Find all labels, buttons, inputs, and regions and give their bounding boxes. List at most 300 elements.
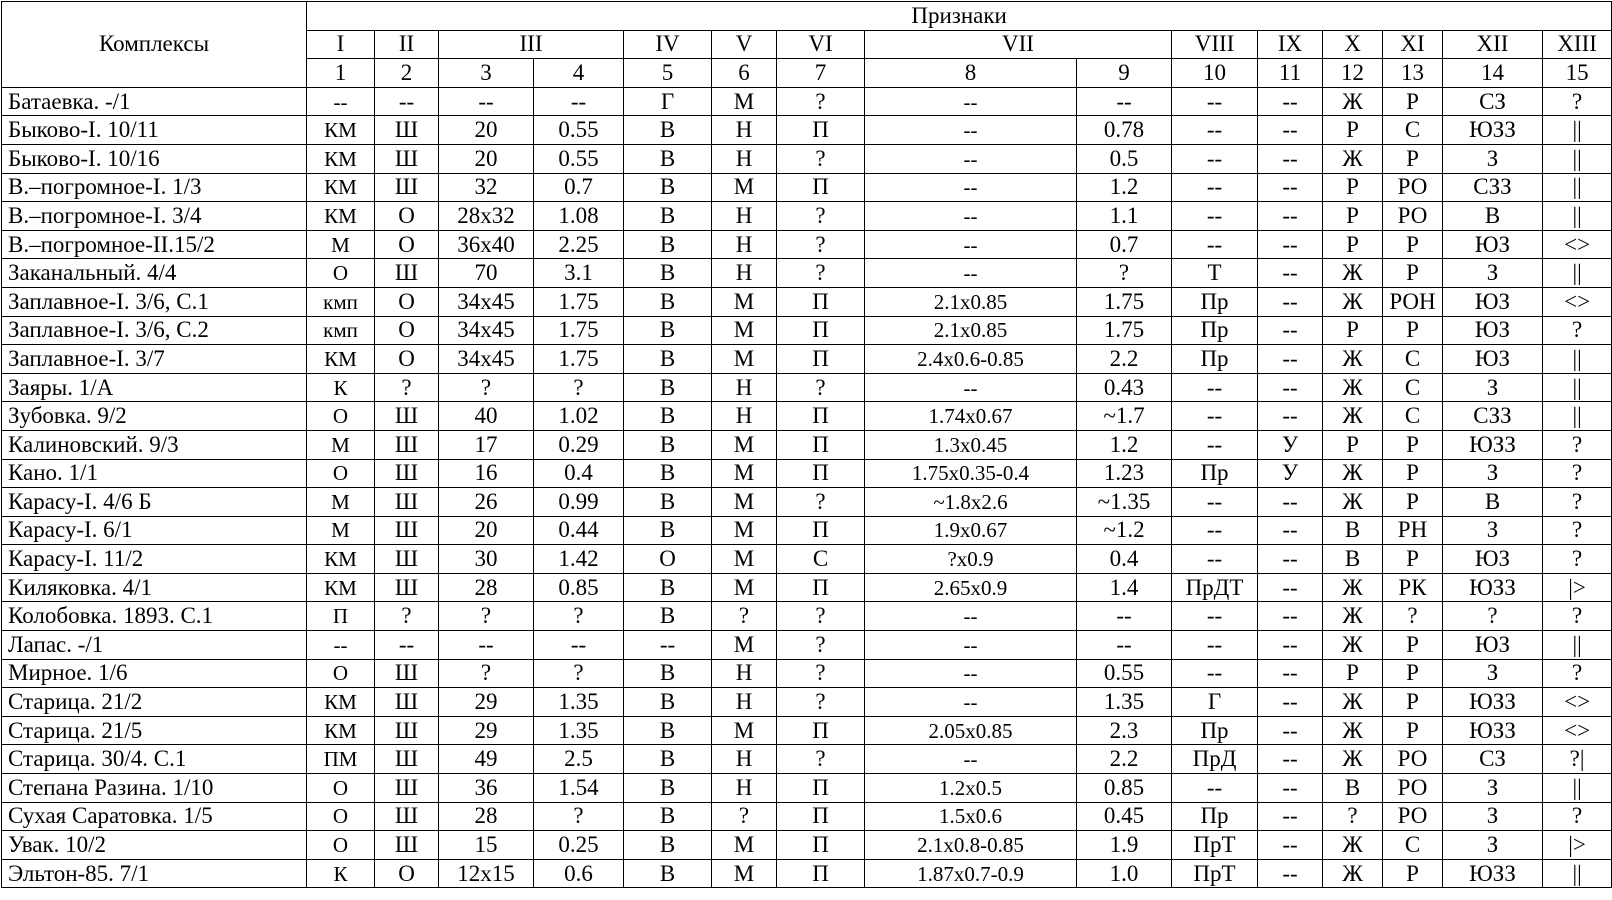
table-row [2, 87, 1612, 116]
complex-name-cell: Заплавное-I. 3/7 [2, 345, 307, 374]
feature-cell-5: В [624, 831, 712, 860]
feature-cell-15: ? [1543, 316, 1612, 345]
table-row [2, 631, 1612, 660]
table-row [2, 459, 1612, 488]
complex-name-cell: Быково-I. 10/16 [2, 144, 307, 173]
feature-cell-6: М [712, 831, 777, 860]
complex-name-cell: Зубовка. 9/2 [2, 402, 307, 431]
feature-cell-5: В [624, 116, 712, 145]
feature-cell-13: Р [1383, 545, 1443, 574]
feature-cell-12: Р [1323, 230, 1383, 259]
feature-cell-7: ? [777, 659, 865, 688]
feature-cell-8: -- [865, 745, 1077, 774]
feature-cell-11: -- [1258, 202, 1323, 231]
feature-cell-12: Ж [1323, 745, 1383, 774]
feature-cell-3: 34x45 [439, 316, 534, 345]
feature-cell-7: П [777, 774, 865, 803]
column-number: 13 [1383, 59, 1443, 88]
feature-cell-15: |> [1543, 831, 1612, 860]
feature-cell-3: -- [439, 87, 534, 116]
feature-cell-11: -- [1258, 716, 1323, 745]
group-header: XIII [1543, 30, 1612, 59]
feature-cell-6: Н [712, 688, 777, 717]
feature-cell-6: М [712, 430, 777, 459]
feature-cell-11: -- [1258, 573, 1323, 602]
group-header: XII [1443, 30, 1543, 59]
feature-cell-15: ? [1543, 602, 1612, 631]
feature-cell-1: П [307, 602, 375, 631]
feature-cell-3: 17 [439, 430, 534, 459]
feature-cell-6: М [712, 87, 777, 116]
feature-cell-10: ПрД [1172, 745, 1258, 774]
feature-cell-7: П [777, 859, 865, 888]
complex-name-cell: В.–погромное-I. 1/3 [2, 173, 307, 202]
feature-cell-8: 2.05x0.85 [865, 716, 1077, 745]
feature-cell-9: 1.35 [1077, 688, 1172, 717]
feature-cell-2: Ш [375, 802, 439, 831]
feature-cell-12: Ж [1323, 573, 1383, 602]
feature-cell-15: ? [1543, 545, 1612, 574]
feature-cell-6: Н [712, 373, 777, 402]
feature-cell-15: ? [1543, 87, 1612, 116]
feature-cell-8: -- [865, 688, 1077, 717]
feature-cell-6: Н [712, 259, 777, 288]
feature-cell-7: ? [777, 87, 865, 116]
feature-cell-1: -- [307, 631, 375, 660]
feature-cell-12: Р [1323, 116, 1383, 145]
feature-cell-12: Ж [1323, 345, 1383, 374]
feature-cell-6: М [712, 573, 777, 602]
feature-cell-8: ?x0.9 [865, 545, 1077, 574]
feature-cell-11: -- [1258, 802, 1323, 831]
feature-cell-13: Р [1383, 316, 1443, 345]
feature-cell-2: -- [375, 87, 439, 116]
feature-cell-8: -- [865, 230, 1077, 259]
feature-cell-15: ?| [1543, 745, 1612, 774]
feature-cell-1: О [307, 659, 375, 688]
feature-cell-11: -- [1258, 316, 1323, 345]
feature-cell-5: В [624, 345, 712, 374]
feature-cell-9: 1.75 [1077, 316, 1172, 345]
feature-cell-4: 3.1 [534, 259, 624, 288]
feature-cell-10: Г [1172, 688, 1258, 717]
feature-cell-6: Н [712, 745, 777, 774]
feature-cell-1: КМ [307, 573, 375, 602]
feature-cell-2: Ш [375, 716, 439, 745]
column-number: 15 [1543, 59, 1612, 88]
feature-cell-8: 2.65x0.9 [865, 573, 1077, 602]
feature-cell-6: М [712, 459, 777, 488]
feature-cell-6: Н [712, 774, 777, 803]
feature-cell-12: Ж [1323, 602, 1383, 631]
feature-cell-8: -- [865, 87, 1077, 116]
feature-cell-1: -- [307, 87, 375, 116]
feature-cell-11: -- [1258, 774, 1323, 803]
feature-cell-1: КМ [307, 144, 375, 173]
feature-cell-11: -- [1258, 631, 1323, 660]
feature-cell-7: П [777, 516, 865, 545]
table-row [2, 173, 1612, 202]
feature-cell-9: 0.5 [1077, 144, 1172, 173]
feature-cell-6: Н [712, 202, 777, 231]
feature-cell-3: 29 [439, 688, 534, 717]
feature-cell-4: 0.55 [534, 144, 624, 173]
feature-cell-6: ? [712, 602, 777, 631]
feature-cell-10: -- [1172, 230, 1258, 259]
feature-cell-3: 36 [439, 774, 534, 803]
group-header: IV [624, 30, 712, 59]
feature-cell-10: -- [1172, 488, 1258, 517]
feature-cell-15: ? [1543, 802, 1612, 831]
feature-cell-14: З [1443, 831, 1543, 860]
feature-cell-7: П [777, 402, 865, 431]
feature-cell-11: -- [1258, 745, 1323, 774]
feature-cell-11: -- [1258, 688, 1323, 717]
feature-cell-8: 2.1x0.85 [865, 287, 1077, 316]
feature-cell-3: 30 [439, 545, 534, 574]
feature-cell-9: 1.75 [1077, 287, 1172, 316]
table-row [2, 373, 1612, 402]
feature-cell-11: -- [1258, 373, 1323, 402]
feature-cell-3: 12x15 [439, 859, 534, 888]
feature-cell-14: ЮЗЗ [1443, 688, 1543, 717]
feature-cell-11: -- [1258, 144, 1323, 173]
feature-cell-9: 0.43 [1077, 373, 1172, 402]
features-header: Признаки [307, 2, 1612, 31]
feature-cell-12: Ж [1323, 373, 1383, 402]
feature-cell-13: С [1383, 402, 1443, 431]
feature-cell-14: В [1443, 202, 1543, 231]
feature-cell-12: Р [1323, 316, 1383, 345]
header-row-top [2, 2, 1612, 31]
feature-cell-12: В [1323, 516, 1383, 545]
feature-cell-3: ? [439, 373, 534, 402]
table-row [2, 602, 1612, 631]
feature-cell-14: ЮЗ [1443, 345, 1543, 374]
table-row [2, 144, 1612, 173]
group-header: III [439, 30, 624, 59]
feature-cell-3: 34x45 [439, 345, 534, 374]
complex-name-cell: Старица. 21/2 [2, 688, 307, 717]
feature-cell-5: В [624, 488, 712, 517]
feature-cell-8: -- [865, 373, 1077, 402]
table-row [2, 659, 1612, 688]
feature-cell-6: Н [712, 659, 777, 688]
feature-cell-4: 1.54 [534, 774, 624, 803]
feature-cell-6: М [712, 316, 777, 345]
table-row [2, 716, 1612, 745]
feature-cell-2: Ш [375, 659, 439, 688]
feature-cell-8: 1.9x0.67 [865, 516, 1077, 545]
complex-name-cell: Карасу-I. 6/1 [2, 516, 307, 545]
feature-cell-12: Р [1323, 173, 1383, 202]
feature-cell-6: М [712, 516, 777, 545]
feature-cell-13: Р [1383, 659, 1443, 688]
feature-cell-4: 0.55 [534, 116, 624, 145]
feature-cell-9: 1.2 [1077, 173, 1172, 202]
feature-cell-9: 0.4 [1077, 545, 1172, 574]
feature-cell-3: 28 [439, 573, 534, 602]
complex-name-cell: Старица. 30/4. С.1 [2, 745, 307, 774]
feature-cell-1: К [307, 373, 375, 402]
feature-cell-13: Р [1383, 459, 1443, 488]
feature-cell-4: 1.35 [534, 688, 624, 717]
table-row [2, 774, 1612, 803]
feature-cell-13: Р [1383, 430, 1443, 459]
feature-cell-12: Ж [1323, 287, 1383, 316]
feature-cell-4: ? [534, 373, 624, 402]
feature-cell-14: ЮЗ [1443, 545, 1543, 574]
feature-cell-7: П [777, 316, 865, 345]
feature-cell-15: ? [1543, 488, 1612, 517]
group-header: VI [777, 30, 865, 59]
feature-cell-1: М [307, 230, 375, 259]
feature-cell-15: ? [1543, 459, 1612, 488]
feature-cell-9: 1.2 [1077, 430, 1172, 459]
feature-cell-13: С [1383, 373, 1443, 402]
feature-cell-1: КМ [307, 345, 375, 374]
feature-cell-2: Ш [375, 402, 439, 431]
feature-cell-2: О [375, 859, 439, 888]
feature-cell-11: -- [1258, 659, 1323, 688]
feature-cell-13: Р [1383, 144, 1443, 173]
feature-cell-13: С [1383, 831, 1443, 860]
feature-cell-10: Пр [1172, 459, 1258, 488]
feature-cell-14: СЗ [1443, 87, 1543, 116]
feature-cell-5: В [624, 859, 712, 888]
feature-cell-7: ? [777, 144, 865, 173]
feature-cell-1: М [307, 488, 375, 517]
feature-cell-10: -- [1172, 631, 1258, 660]
complex-name-cell: Быково-I. 10/11 [2, 116, 307, 145]
feature-cell-2: Ш [375, 488, 439, 517]
feature-cell-5: В [624, 774, 712, 803]
column-number: 11 [1258, 59, 1323, 88]
feature-cell-14: ЮЗЗ [1443, 859, 1543, 888]
feature-cell-13: РН [1383, 516, 1443, 545]
feature-cell-15: ? [1543, 430, 1612, 459]
feature-cell-2: О [375, 202, 439, 231]
feature-cell-11: У [1258, 459, 1323, 488]
table-row [2, 402, 1612, 431]
feature-cell-2: ? [375, 602, 439, 631]
feature-cell-4: 0.6 [534, 859, 624, 888]
feature-cell-9: 1.1 [1077, 202, 1172, 231]
feature-cell-9: -- [1077, 87, 1172, 116]
feature-cell-4: ? [534, 802, 624, 831]
feature-cell-9: -- [1077, 602, 1172, 631]
feature-cell-2: Ш [375, 459, 439, 488]
feature-cell-15: <> [1543, 287, 1612, 316]
feature-cell-13: РО [1383, 173, 1443, 202]
feature-cell-14: В [1443, 488, 1543, 517]
feature-cell-7: П [777, 459, 865, 488]
feature-cell-1: кмп [307, 316, 375, 345]
feature-cell-14: СЗЗ [1443, 173, 1543, 202]
complex-name-cell: Карасу-I. 4/6 Б [2, 488, 307, 517]
feature-cell-2: Ш [375, 173, 439, 202]
feature-cell-6: Н [712, 230, 777, 259]
feature-cell-10: -- [1172, 144, 1258, 173]
feature-cell-14: З [1443, 259, 1543, 288]
feature-cell-12: Р [1323, 430, 1383, 459]
complex-name-cell: Сухая Саратовка. 1/5 [2, 802, 307, 831]
feature-cell-8: -- [865, 602, 1077, 631]
feature-cell-14: З [1443, 802, 1543, 831]
feature-cell-6: М [712, 545, 777, 574]
complex-name-cell: Заплавное-I. 3/6, С.1 [2, 287, 307, 316]
feature-cell-6: ? [712, 802, 777, 831]
group-header: XI [1383, 30, 1443, 59]
feature-cell-2: Ш [375, 545, 439, 574]
feature-cell-2: Ш [375, 774, 439, 803]
feature-cell-5: В [624, 459, 712, 488]
feature-cell-7: ? [777, 230, 865, 259]
group-header: VII [865, 30, 1172, 59]
feature-cell-2: Ш [375, 745, 439, 774]
feature-cell-1: О [307, 774, 375, 803]
feature-cell-4: ? [534, 602, 624, 631]
feature-cell-14: З [1443, 373, 1543, 402]
feature-cell-4: -- [534, 631, 624, 660]
feature-cell-1: кмп [307, 287, 375, 316]
feature-cell-6: М [712, 631, 777, 660]
feature-cell-7: П [777, 173, 865, 202]
column-number: 1 [307, 59, 375, 88]
feature-cell-10: -- [1172, 774, 1258, 803]
feature-cell-8: -- [865, 659, 1077, 688]
feature-cell-14: З [1443, 774, 1543, 803]
feature-cell-5: В [624, 173, 712, 202]
complex-name-cell: Заяры. 1/А [2, 373, 307, 402]
feature-cell-12: Р [1323, 659, 1383, 688]
complexes-header: Комплексы [2, 2, 307, 88]
feature-cell-3: 15 [439, 831, 534, 860]
feature-cell-8: 1.5x0.6 [865, 802, 1077, 831]
feature-cell-7: П [777, 287, 865, 316]
feature-cell-8: -- [865, 144, 1077, 173]
feature-cell-4: 1.35 [534, 716, 624, 745]
feature-cell-7: П [777, 802, 865, 831]
table-row [2, 345, 1612, 374]
feature-cell-7: ? [777, 602, 865, 631]
feature-cell-14: З [1443, 516, 1543, 545]
group-header: X [1323, 30, 1383, 59]
feature-cell-15: || [1543, 173, 1612, 202]
feature-cell-15: || [1543, 859, 1612, 888]
feature-cell-12: Ж [1323, 631, 1383, 660]
feature-cell-11: -- [1258, 488, 1323, 517]
feature-cell-7: ? [777, 202, 865, 231]
complex-name-cell: Киляковка. 4/1 [2, 573, 307, 602]
feature-cell-12: Ж [1323, 402, 1383, 431]
feature-cell-8: -- [865, 631, 1077, 660]
feature-cell-2: Ш [375, 573, 439, 602]
table-row [2, 259, 1612, 288]
feature-cell-2: -- [375, 631, 439, 660]
column-number: 10 [1172, 59, 1258, 88]
column-number: 4 [534, 59, 624, 88]
feature-cell-3: 49 [439, 745, 534, 774]
feature-cell-4: 1.08 [534, 202, 624, 231]
feature-cell-3: 28 [439, 802, 534, 831]
feature-cell-8: ~1.8x2.6 [865, 488, 1077, 517]
feature-cell-14: СЗЗ [1443, 402, 1543, 431]
feature-cell-5: В [624, 144, 712, 173]
feature-cell-10: ПрДТ [1172, 573, 1258, 602]
table-row [2, 516, 1612, 545]
feature-cell-2: О [375, 345, 439, 374]
feature-cell-10: Пр [1172, 802, 1258, 831]
feature-cell-5: -- [624, 631, 712, 660]
column-number: 8 [865, 59, 1077, 88]
table-row [2, 230, 1612, 259]
feature-cell-13: Р [1383, 859, 1443, 888]
feature-cell-3: 29 [439, 716, 534, 745]
feature-cell-10: -- [1172, 545, 1258, 574]
group-header: V [712, 30, 777, 59]
column-number: 7 [777, 59, 865, 88]
feature-cell-11: -- [1258, 230, 1323, 259]
complex-name-cell: Кано. 1/1 [2, 459, 307, 488]
feature-cell-11: -- [1258, 402, 1323, 431]
column-number: 9 [1077, 59, 1172, 88]
feature-cell-13: РО [1383, 745, 1443, 774]
feature-cell-12: Ж [1323, 716, 1383, 745]
feature-cell-12: Ж [1323, 488, 1383, 517]
feature-cell-12: Р [1323, 202, 1383, 231]
feature-cell-5: В [624, 516, 712, 545]
feature-cell-6: М [712, 859, 777, 888]
feature-cell-8: 1.87x0.7-0.9 [865, 859, 1077, 888]
feature-cell-5: В [624, 430, 712, 459]
features-table [1, 1, 1612, 888]
feature-cell-5: В [624, 659, 712, 688]
feature-cell-4: ? [534, 659, 624, 688]
feature-cell-6: М [712, 488, 777, 517]
column-number: 2 [375, 59, 439, 88]
feature-cell-7: ? [777, 688, 865, 717]
feature-cell-10: -- [1172, 659, 1258, 688]
feature-cell-8: 1.75x0.35-0.4 [865, 459, 1077, 488]
feature-cell-5: О [624, 545, 712, 574]
feature-cell-9: 0.7 [1077, 230, 1172, 259]
feature-cell-4: 0.29 [534, 430, 624, 459]
feature-cell-3: 20 [439, 144, 534, 173]
feature-cell-15: || [1543, 373, 1612, 402]
feature-cell-14: ЮЗ [1443, 316, 1543, 345]
feature-cell-1: КМ [307, 716, 375, 745]
feature-cell-9: 0.85 [1077, 774, 1172, 803]
feature-cell-15: ? [1543, 659, 1612, 688]
feature-cell-9: 1.9 [1077, 831, 1172, 860]
feature-cell-7: ? [777, 373, 865, 402]
feature-cell-3: 20 [439, 116, 534, 145]
feature-cell-8: 2.1x0.8-0.85 [865, 831, 1077, 860]
feature-cell-6: М [712, 173, 777, 202]
feature-cell-11: -- [1258, 516, 1323, 545]
feature-cell-8: 2.1x0.85 [865, 316, 1077, 345]
feature-cell-10: -- [1172, 116, 1258, 145]
column-number: 5 [624, 59, 712, 88]
feature-cell-2: Ш [375, 831, 439, 860]
feature-cell-7: ? [777, 488, 865, 517]
feature-cell-5: В [624, 745, 712, 774]
feature-cell-4: 2.5 [534, 745, 624, 774]
feature-cell-11: -- [1258, 345, 1323, 374]
group-header: IX [1258, 30, 1323, 59]
feature-cell-2: О [375, 230, 439, 259]
